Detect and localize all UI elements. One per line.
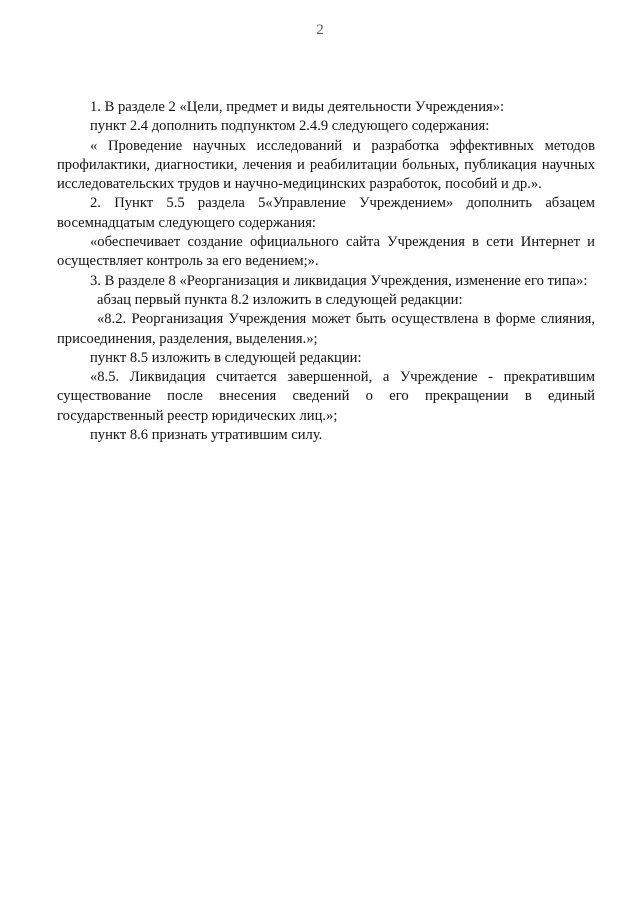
paragraph-section-2-heading: 1. В разделе 2 «Цели, предмет и виды деятельности Учреждения»:	[90, 99, 505, 115]
paragraph-point-8-6: пункт 8.6 признать утратившим силу.	[90, 427, 323, 444]
paragraph-point-8-5-text: «8.5. Ликвидация считается завершенной, а Учреждение - прекратившим существование после внесения сведений о его прекращении в единый государственный реестр юридических лиц.»;	[57, 369, 595, 424]
paragraph-point-8-2-text: «8.2. Реорганизация Учреждения может быть осуществлена в форме слияния, присоединения, разделения, выделения.»;	[57, 311, 595, 347]
page-number: 2	[316, 22, 324, 38]
paragraph-section-8-heading: 3. В разделе 8 «Реорганизация и ликвидация Учреждения, изменение его типа»:	[90, 272, 588, 289]
paragraph-subpoint-2-4-9: « Проведение научных исследований и разработка эффективных методов профилактики, диагностики, лечения и реабилитации больных, публикация научных исследовательских трудов и научно-медицинских разработок, пособий и др.».	[57, 137, 595, 193]
paragraph-point-8-2-intro: абзац первый пункта 8.2 изложить в следующей редакции:	[97, 291, 463, 308]
document-body	[57, 98, 595, 445]
paragraph-point-5-5: 2. Пункт 5.5 раздела 5«Управление Учреждением» дополнить абзацем восемнадцатым следующего содержания:	[57, 195, 595, 231]
paragraph-website-clause: «обеспечивает создание официального сайта Учреждения в сети Интернет и осуществляет контроль за его ведением;».	[57, 234, 595, 270]
paragraph-point-2-4: пункт 2.4 дополнить подпунктом 2.4.9 следующего содержания:	[90, 118, 490, 135]
paragraph-point-8-5-intro: пункт 8.5 изложить в следующей редакции:	[90, 349, 362, 366]
